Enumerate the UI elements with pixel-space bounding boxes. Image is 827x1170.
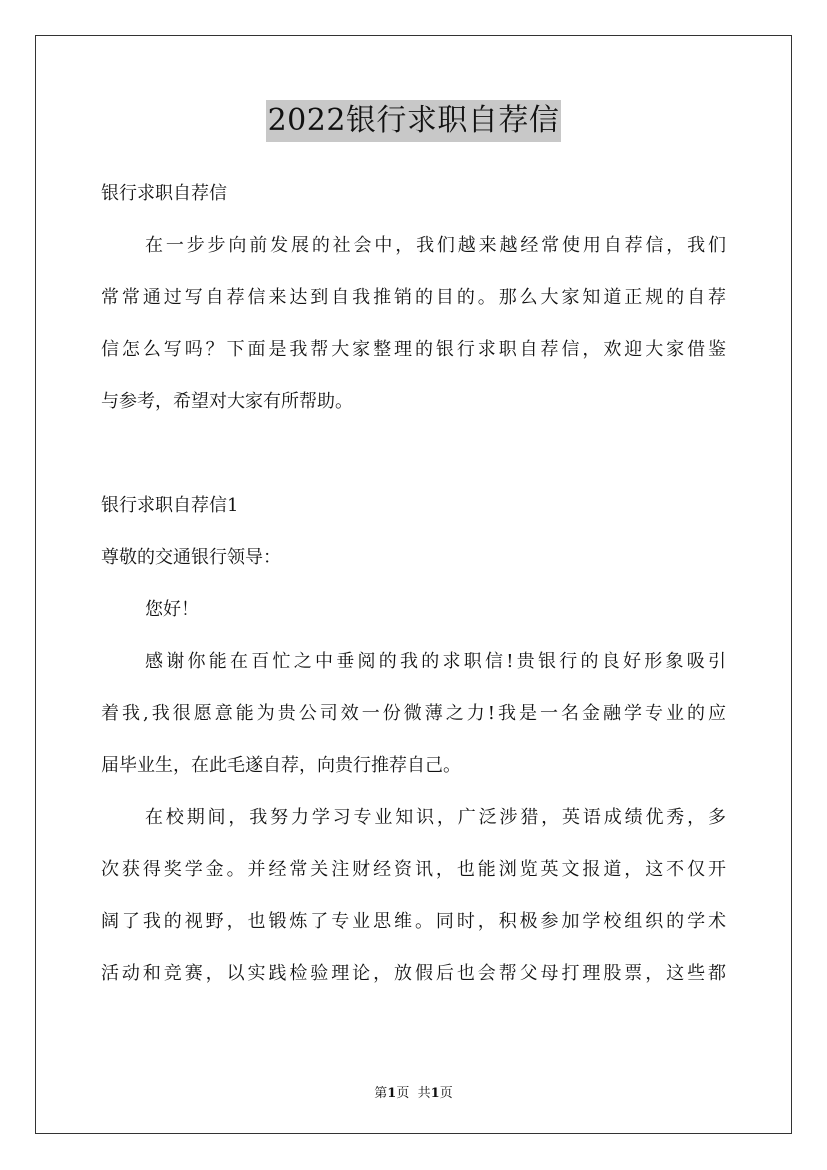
para2-line-4: 活动和竞赛，以实践检验理论，放假后也会帮父母打理股票，这些都 <box>101 963 726 984</box>
salutation: 尊敬的交通银行领导： <box>101 547 281 568</box>
page-number: 1 <box>387 1086 397 1101</box>
page-footer <box>0 1082 827 1101</box>
para2-line-1: 在校期间，我努力学习专业知识，广泛涉猎，英语成绩优秀，多 <box>145 807 726 828</box>
page-label: 第 <box>374 1086 388 1101</box>
greeting: 您好！ <box>145 599 199 620</box>
para2-line-3: 阔了我的视野，也锻炼了专业思维。同时，积极参加学校组织的学术 <box>101 911 726 932</box>
para1-line-2: 着我,我很愿意能为贵公司效一份微薄之力!我是一名金融学专业的应 <box>101 703 726 724</box>
intro-line-3: 信怎么写吗？下面是我帮大家整理的银行求职自荐信，欢迎大家借鉴 <box>101 339 726 360</box>
paragraph-gap <box>101 428 726 480</box>
page-unit: 页 <box>396 1086 410 1101</box>
intro-line-4: 与参考，希望对大家有所帮助。 <box>101 391 353 412</box>
intro-line-2: 常常通过写自荐信来达到自我推销的目的。那么大家知道正规的自荐 <box>101 287 726 308</box>
document-heading: 银行求职自荐信 <box>101 183 227 204</box>
document-body <box>101 168 726 1000</box>
intro-line-1: 在一步步向前发展的社会中，我们越来越经常使用自荐信，我们 <box>145 235 726 256</box>
para2-line-2: 次获得奖学金。并经常关注财经资讯，也能浏览英文报道，这不仅开 <box>101 859 726 880</box>
letter-heading: 银行求职自荐信1 <box>101 495 239 516</box>
title-wrap <box>0 100 827 142</box>
para1-line-1: 感谢你能在百忙之中垂阅的我的求职信!贵银行的良好形象吸引 <box>145 651 726 672</box>
total-unit: 页 <box>439 1086 453 1101</box>
total-pages: 1 <box>430 1086 440 1101</box>
document-title: 2022银行求职自荐信 <box>266 100 562 142</box>
total-label: 共 <box>417 1086 431 1101</box>
para1-line-3: 届毕业生，在此毛遂自荐，向贵行推荐自己。 <box>101 755 461 776</box>
